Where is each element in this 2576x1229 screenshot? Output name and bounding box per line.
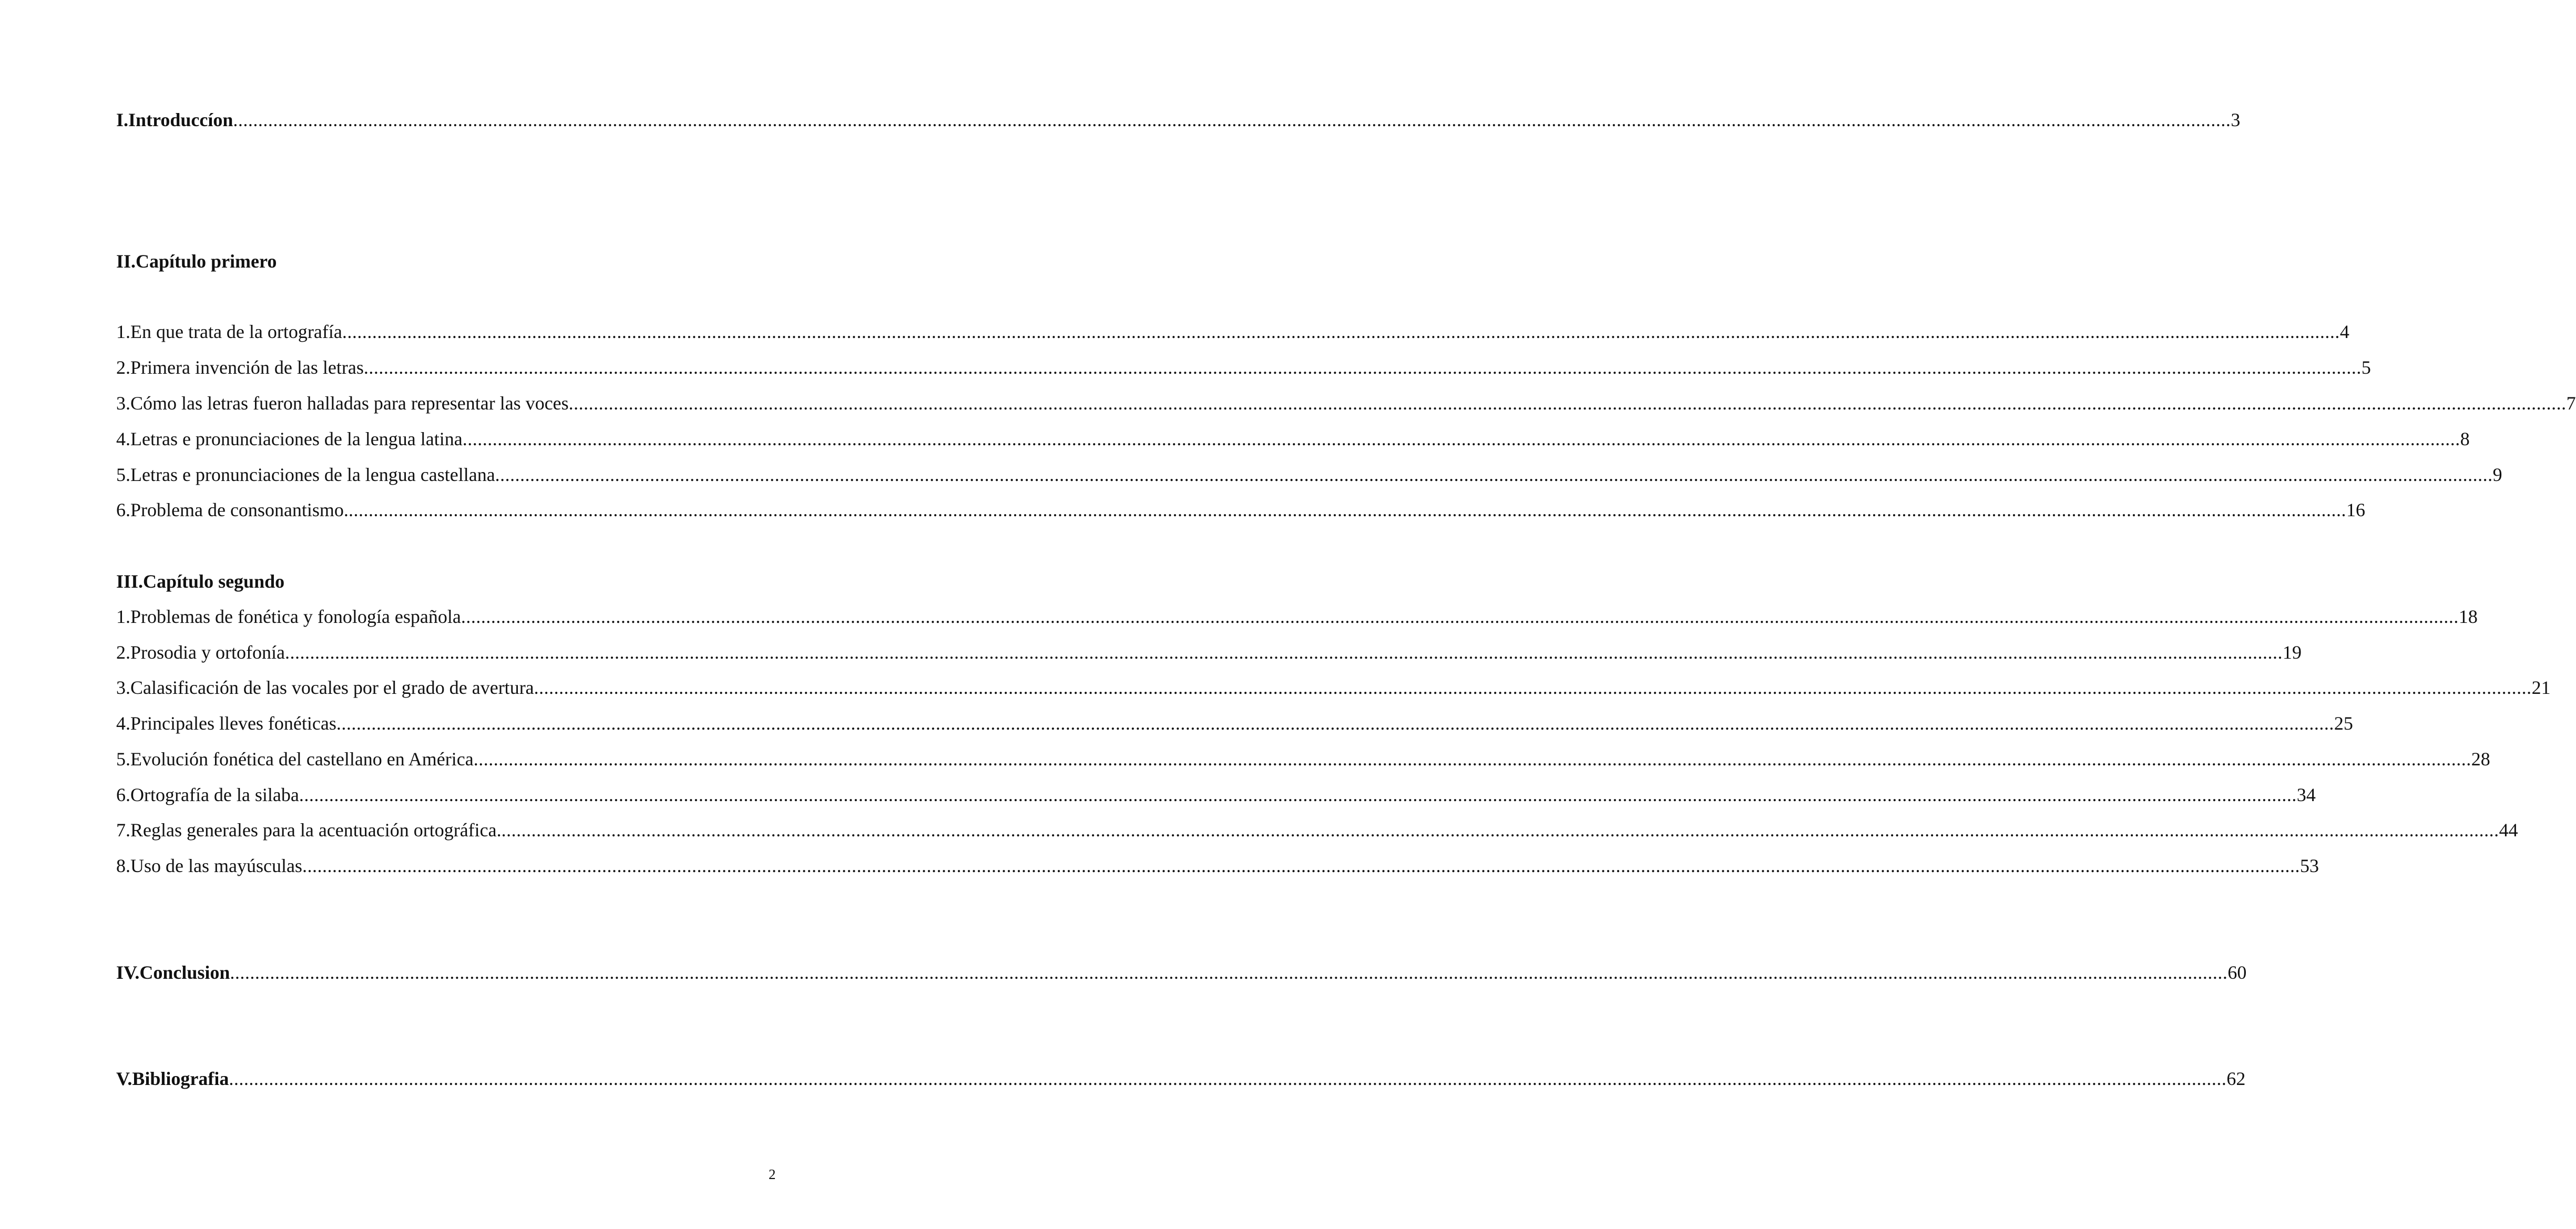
toc-entry[interactable] bbox=[116, 818, 2518, 842]
toc-entry[interactable] bbox=[116, 320, 2349, 343]
dot-leader: ................................................................................................................................................................................................................................................................................................................................................................................................................ bbox=[473, 749, 2471, 770]
toc-entry-page: 18 bbox=[2458, 606, 2478, 627]
toc-entry-page: 53 bbox=[2299, 855, 2319, 876]
toc-entry-label: IV.Conclusion bbox=[116, 962, 230, 983]
toc-entry[interactable] bbox=[116, 676, 2551, 699]
toc-entry-page: 62 bbox=[2226, 1068, 2246, 1089]
toc-entry-page: 19 bbox=[2282, 642, 2302, 663]
toc-entry-page: 34 bbox=[2296, 784, 2316, 805]
toc-entry-label: V.Bibliografia bbox=[116, 1068, 229, 1089]
toc-entry[interactable] bbox=[116, 641, 2302, 664]
toc-entry[interactable] bbox=[116, 712, 2353, 735]
toc-entry-label: I.Introduccíon bbox=[116, 109, 233, 130]
toc-entry[interactable] bbox=[116, 427, 2470, 450]
toc-entry-label: 4.Letras e pronunciaciones de la lengua latina bbox=[116, 428, 463, 449]
toc-entry-label: 6.Ortografía de la silaba bbox=[116, 784, 299, 805]
toc-entry-label: 5.Evolución fonética del castellano en América bbox=[116, 749, 474, 770]
toc-entry-page: 44 bbox=[2499, 820, 2518, 841]
toc-entry[interactable] bbox=[116, 747, 2490, 771]
toc-entry-page: 3 bbox=[2231, 109, 2241, 130]
dot-leader: ................................................................................................................................................................................................................................................................................................................................................................................................................ bbox=[229, 1068, 2227, 1089]
toc-entry-page: 7 bbox=[2566, 393, 2576, 414]
dot-leader: ................................................................................................................................................................................................................................................................................................................................................................................................................ bbox=[230, 962, 2228, 983]
toc-entry-label: 1.En que trata de la ortografía bbox=[116, 321, 342, 342]
toc-entry-page: 21 bbox=[2531, 677, 2551, 698]
dot-leader: ................................................................................................................................................................................................................................................................................................................................................................................................................ bbox=[336, 713, 2334, 734]
toc-entry-page: 9 bbox=[2492, 464, 2502, 485]
toc-entry-page: 25 bbox=[2334, 713, 2353, 734]
toc-entry-page: 60 bbox=[2227, 962, 2247, 983]
toc-entry-bibliografia[interactable] bbox=[116, 1067, 2246, 1090]
toc-entry-page: 8 bbox=[2460, 428, 2470, 449]
dot-leader: ................................................................................................................................................................................................................................................................................................................................................................................................................ bbox=[284, 642, 2283, 663]
dot-leader: ................................................................................................................................................................................................................................................................................................................................................................................................................ bbox=[348, 499, 2346, 520]
toc-entry[interactable] bbox=[116, 498, 2365, 521]
toc-entry-label: 4.Principales lleves fonéticas bbox=[116, 713, 336, 734]
dot-leader: ................................................................................................................................................................................................................................................................................................................................................................................................................ bbox=[495, 464, 2493, 485]
toc-entry-label: 6.Problema de consonantismo. bbox=[116, 499, 349, 520]
toc-entry-page: 4 bbox=[2339, 321, 2349, 342]
toc-entry-label: 2.Prosodia y ortofonía bbox=[116, 642, 285, 663]
toc-entry[interactable] bbox=[116, 783, 2316, 806]
toc-entry-page: 5 bbox=[2361, 357, 2371, 378]
dot-leader: ................................................................................................................................................................................................................................................................................................................................................................................................................ bbox=[461, 606, 2459, 627]
toc-entry[interactable] bbox=[116, 356, 2371, 379]
toc-entry-label: 3.Cómo las letras fueron halladas para representar las voces bbox=[116, 393, 569, 414]
toc-entry-label: 2.Primera invención de las letras bbox=[116, 357, 364, 378]
toc-entry-introduccion[interactable] bbox=[116, 108, 2241, 131]
toc-entry[interactable] bbox=[116, 605, 2478, 628]
toc-entry-label: 3.Calasificación de las vocales por el grado de avertura bbox=[116, 677, 534, 698]
dot-leader: ................................................................................................................................................................................................................................................................................................................................................................................................................ bbox=[299, 784, 2297, 805]
dot-leader: ................................................................................................................................................................................................................................................................................................................................................................................................................ bbox=[501, 820, 2499, 841]
toc-entry[interactable] bbox=[116, 392, 2576, 415]
toc-entry-page: 28 bbox=[2471, 749, 2490, 770]
toc-entry-label: 5.Letras e pronunciaciones de la lengua castellana bbox=[116, 464, 495, 485]
toc-entry-label: 8.Uso de las mayúsculas bbox=[116, 855, 302, 876]
toc-entry-page: 16 bbox=[2346, 499, 2365, 520]
dot-leader: ................................................................................................................................................................................................................................................................................................................................................................................................................ bbox=[462, 428, 2460, 449]
dot-leader: ................................................................................................................................................................................................................................................................................................................................................................................................................ bbox=[342, 321, 2340, 342]
dot-leader: ................................................................................................................................................................................................................................................................................................................................................................................................................ bbox=[534, 677, 2532, 698]
chapter-heading-primero: II.Capítulo primero bbox=[116, 251, 277, 272]
toc-entry-label: 1.Problemas de fonética y fonología española bbox=[116, 606, 461, 627]
toc-entry-label: 7.Reglas generales para la acentuación ortográfica. bbox=[116, 820, 502, 841]
dot-leader: ................................................................................................................................................................................................................................................................................................................................................................................................................ bbox=[568, 393, 2567, 414]
page-number: 2 bbox=[769, 1166, 776, 1182]
toc-entry[interactable] bbox=[116, 463, 2502, 486]
dot-leader: ................................................................................................................................................................................................................................................................................................................................................................................................................ bbox=[302, 855, 2300, 876]
chapter-heading-segundo: III.Capítulo segundo bbox=[116, 571, 285, 592]
dot-leader: ................................................................................................................................................................................................................................................................................................................................................................................................................ bbox=[233, 109, 2231, 130]
toc-entry-conclusion[interactable] bbox=[116, 961, 2247, 984]
dot-leader: ................................................................................................................................................................................................................................................................................................................................................................................................................ bbox=[363, 357, 2362, 378]
toc-entry[interactable] bbox=[116, 854, 2319, 877]
